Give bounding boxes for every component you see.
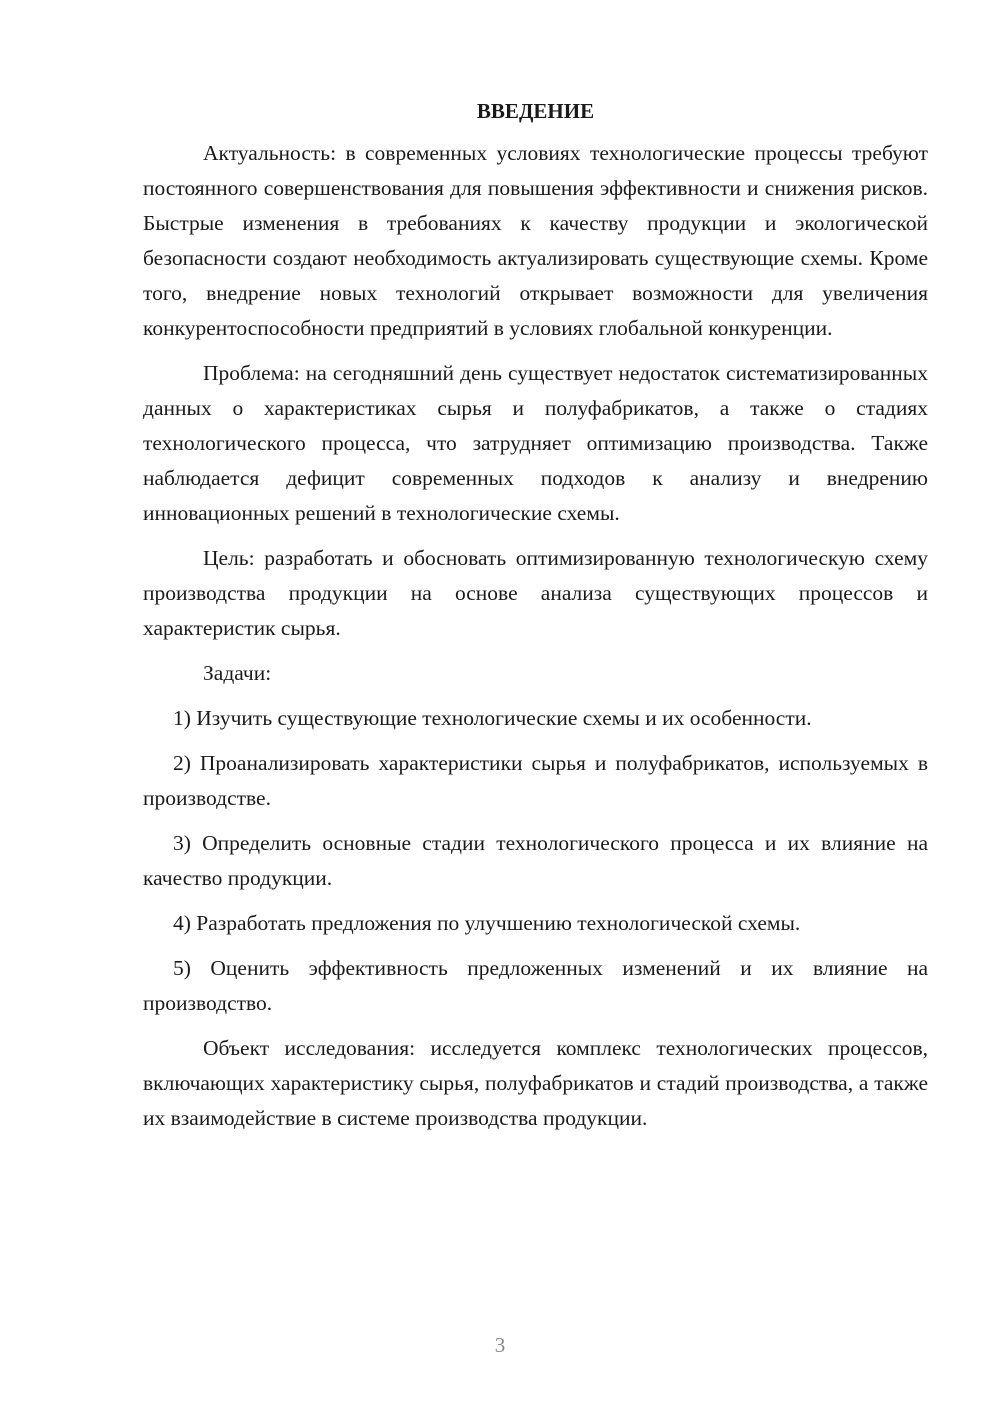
page-number: 3 [494, 1333, 506, 1357]
section-heading: ВВЕДЕНИЕ [476, 99, 595, 123]
task-item-2: 2) Проанализировать характеристики сырья и полуфабрикатов, используемых в производстве. [143, 751, 928, 810]
problem-paragraph: Проблема: на сегодняшний день существует недостаток систематизированных данных о характеристиках сырья и полуфабрикатов, а также о стадиях технологического процесса, что затрудняет оптимизацию производства. Также наблюдается дефицит современных подходов к анализу и внедрению инновационных решений в технологические схемы. [143, 361, 928, 525]
task-item-3: 3) Определить основные стадии технологического процесса и их влияние на качество продукции. [143, 831, 928, 890]
relevance-paragraph: Актуальность: в современных условиях технологические процессы требуют постоянного совершенствования для повышения эффективности и снижения рисков. Быстрые изменения в требованиях к качеству продукции и экологической безопасности создают необходимость актуализировать существующие схемы. Кроме того, внедрение новых технологий открывает возможности для увеличения конкурентоспособности предприятий в условиях глобальной конкуренции. [143, 141, 928, 340]
tasks-heading: Задачи: [203, 661, 272, 685]
task-item-4: 4) Разработать предложения по улучшению технологической схемы. [173, 911, 801, 935]
page-content [143, 96, 928, 1146]
task-item-1: 1) Изучить существующие технологические схемы и их особенности. [173, 706, 812, 730]
object-paragraph: Объект исследования: исследуется комплекс технологических процессов, включающих характеристику сырья, полуфабрикатов и стадий производства, а также их взаимодействие в системе производства продукции. [143, 1036, 928, 1130]
goal-paragraph: Цель: разработать и обосновать оптимизированную технологическую схему производства продукции на основе анализа существующих процессов и характеристик сырья. [143, 546, 928, 640]
task-item-5: 5) Оценить эффективность предложенных изменений и их влияние на производство. [143, 956, 928, 1015]
